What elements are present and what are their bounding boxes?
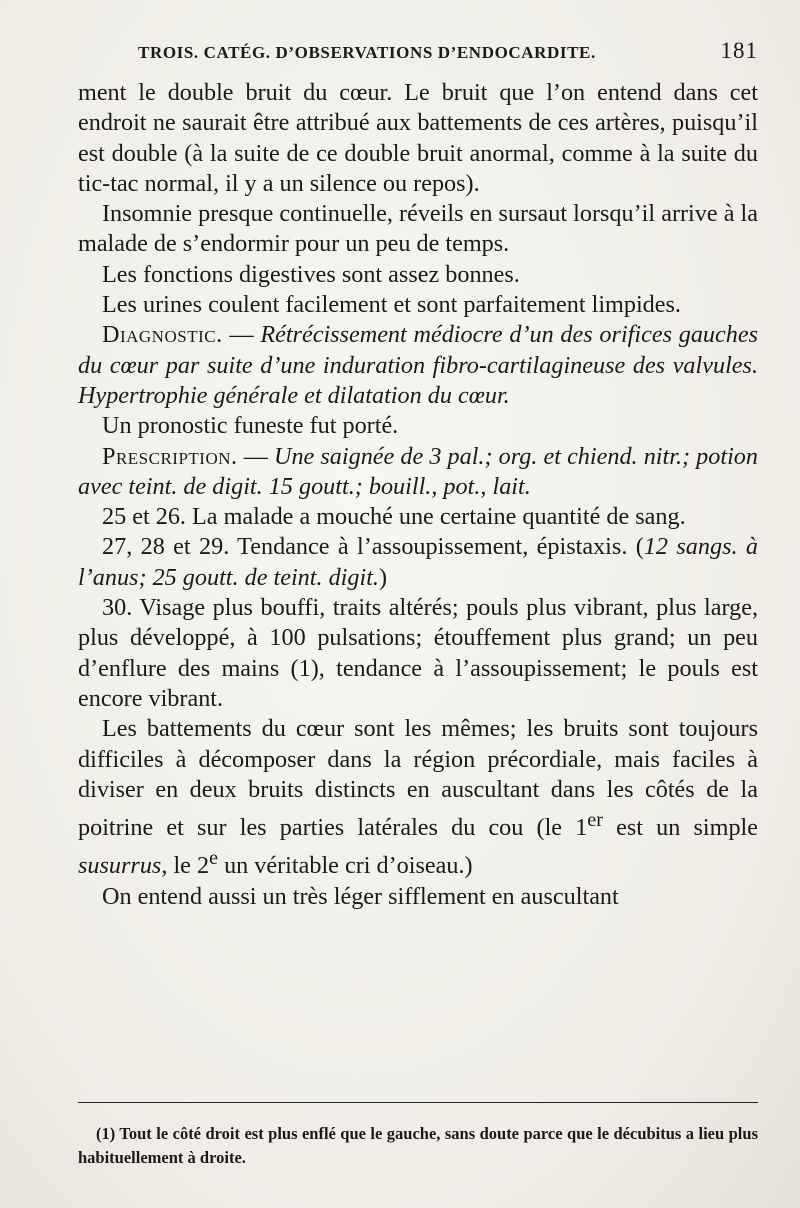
footnote-rule (78, 1102, 758, 1103)
paragraph-27-29 (78, 532, 758, 593)
paragraph-pronostic: Un pronostic funeste fut porté. (102, 412, 399, 440)
footnote (78, 1122, 758, 1170)
paragraph-continuation: ment le double bruit du cœur. Le bruit que l’on entend dans cet endroit ne saurait être attribué aux battements de ces artères, puisqu’il est double (à la suite de ce double bruit anormal, comme à la suite du tic-tac normal, il y a un silence ou repos). (78, 79, 758, 197)
page-number: 181 (720, 38, 758, 63)
footnote-text: (1) Tout le côté droit est plus enflé que le gauche, sans doute parce que le décubitus a lieu plus habituellement à droite. (78, 1124, 758, 1167)
paragraph-30: 30. Visage plus bouffi, traits altérés; pouls plus vibrant, plus large, plus développé, à 100 pulsations; étouffement plus grand; un peu d’enflure des mains (1), tendance à l’assoupissement; le pouls est encore vibrant. (78, 594, 758, 712)
p11-sup1: er (587, 809, 603, 832)
paragraph-prescription (78, 442, 758, 503)
p11-b: est un simple (602, 814, 758, 842)
p11-sup2: e (209, 847, 219, 870)
p9-close: ) (378, 563, 388, 591)
page-body (78, 78, 758, 912)
paragraph-fonctions: Les fonctions digestives sont assez bonnes. (102, 260, 520, 288)
p9-text: 27, 28 et 29. Tendance à l’assoupissement, épistaxis. (102, 533, 628, 561)
paragraph-battements (78, 714, 758, 882)
p9-italic: 12 sangs. à l’anus; 25 goutt. de teint. digit. (78, 533, 759, 591)
diagnostic-label: Diagnostic. (102, 321, 223, 349)
prescription-text: Une saignée de 3 pal.; org. et chiend. nitr.; potion avec teint. de digit. 15 goutt.; bouill., pot., lait. (78, 442, 758, 500)
paragraph-insomnie: Insomnie presque continuelle, réveils en sursaut lorsqu’il arrive à la malade de s’endormir pour un peu de temps. (78, 200, 758, 258)
diagnostic-dash: — (222, 321, 261, 349)
p11-d: un véritable cri d’oiseau.) (218, 852, 473, 880)
paragraph-urines: Les urines coulent facilement et sont parfaitement limpides. (102, 291, 681, 319)
paragraph-sifflement: On entend aussi un très léger sifflement en auscultant (102, 882, 619, 910)
diagnostic-text: Rétrécissement médiocre d’un des orifices gauches du cœur par suite d’une induration fibro-cartilagineuse des valvules. Hypertrophie générale et dilatation du cœur. (78, 321, 758, 409)
p11-italic: susurrus (78, 852, 162, 880)
paragraph-25-26: 25 et 26. La malade a mouché une certaine quantité de sang. (102, 503, 686, 531)
prescription-dash: — (237, 442, 274, 470)
prescription-label: Prescription. (102, 442, 238, 470)
p9-open: ( (635, 533, 644, 561)
page-header (138, 38, 758, 64)
p11-a: Les battements du cœur sont les mêmes; les bruits sont toujours difficiles à décomposer dans la région précordiale, mais faciles à diviser en deux bruits distincts en auscultant dans les côtés de la poitrine et sur les parties latérales du cou (le 1 (78, 715, 758, 842)
p11-c: , le 2 (161, 852, 210, 880)
running-title: TROIS. CATÉG. D’OBSERVATIONS D’ENDOCARDITE. (138, 43, 596, 62)
paragraph-diagnostic (78, 320, 758, 411)
